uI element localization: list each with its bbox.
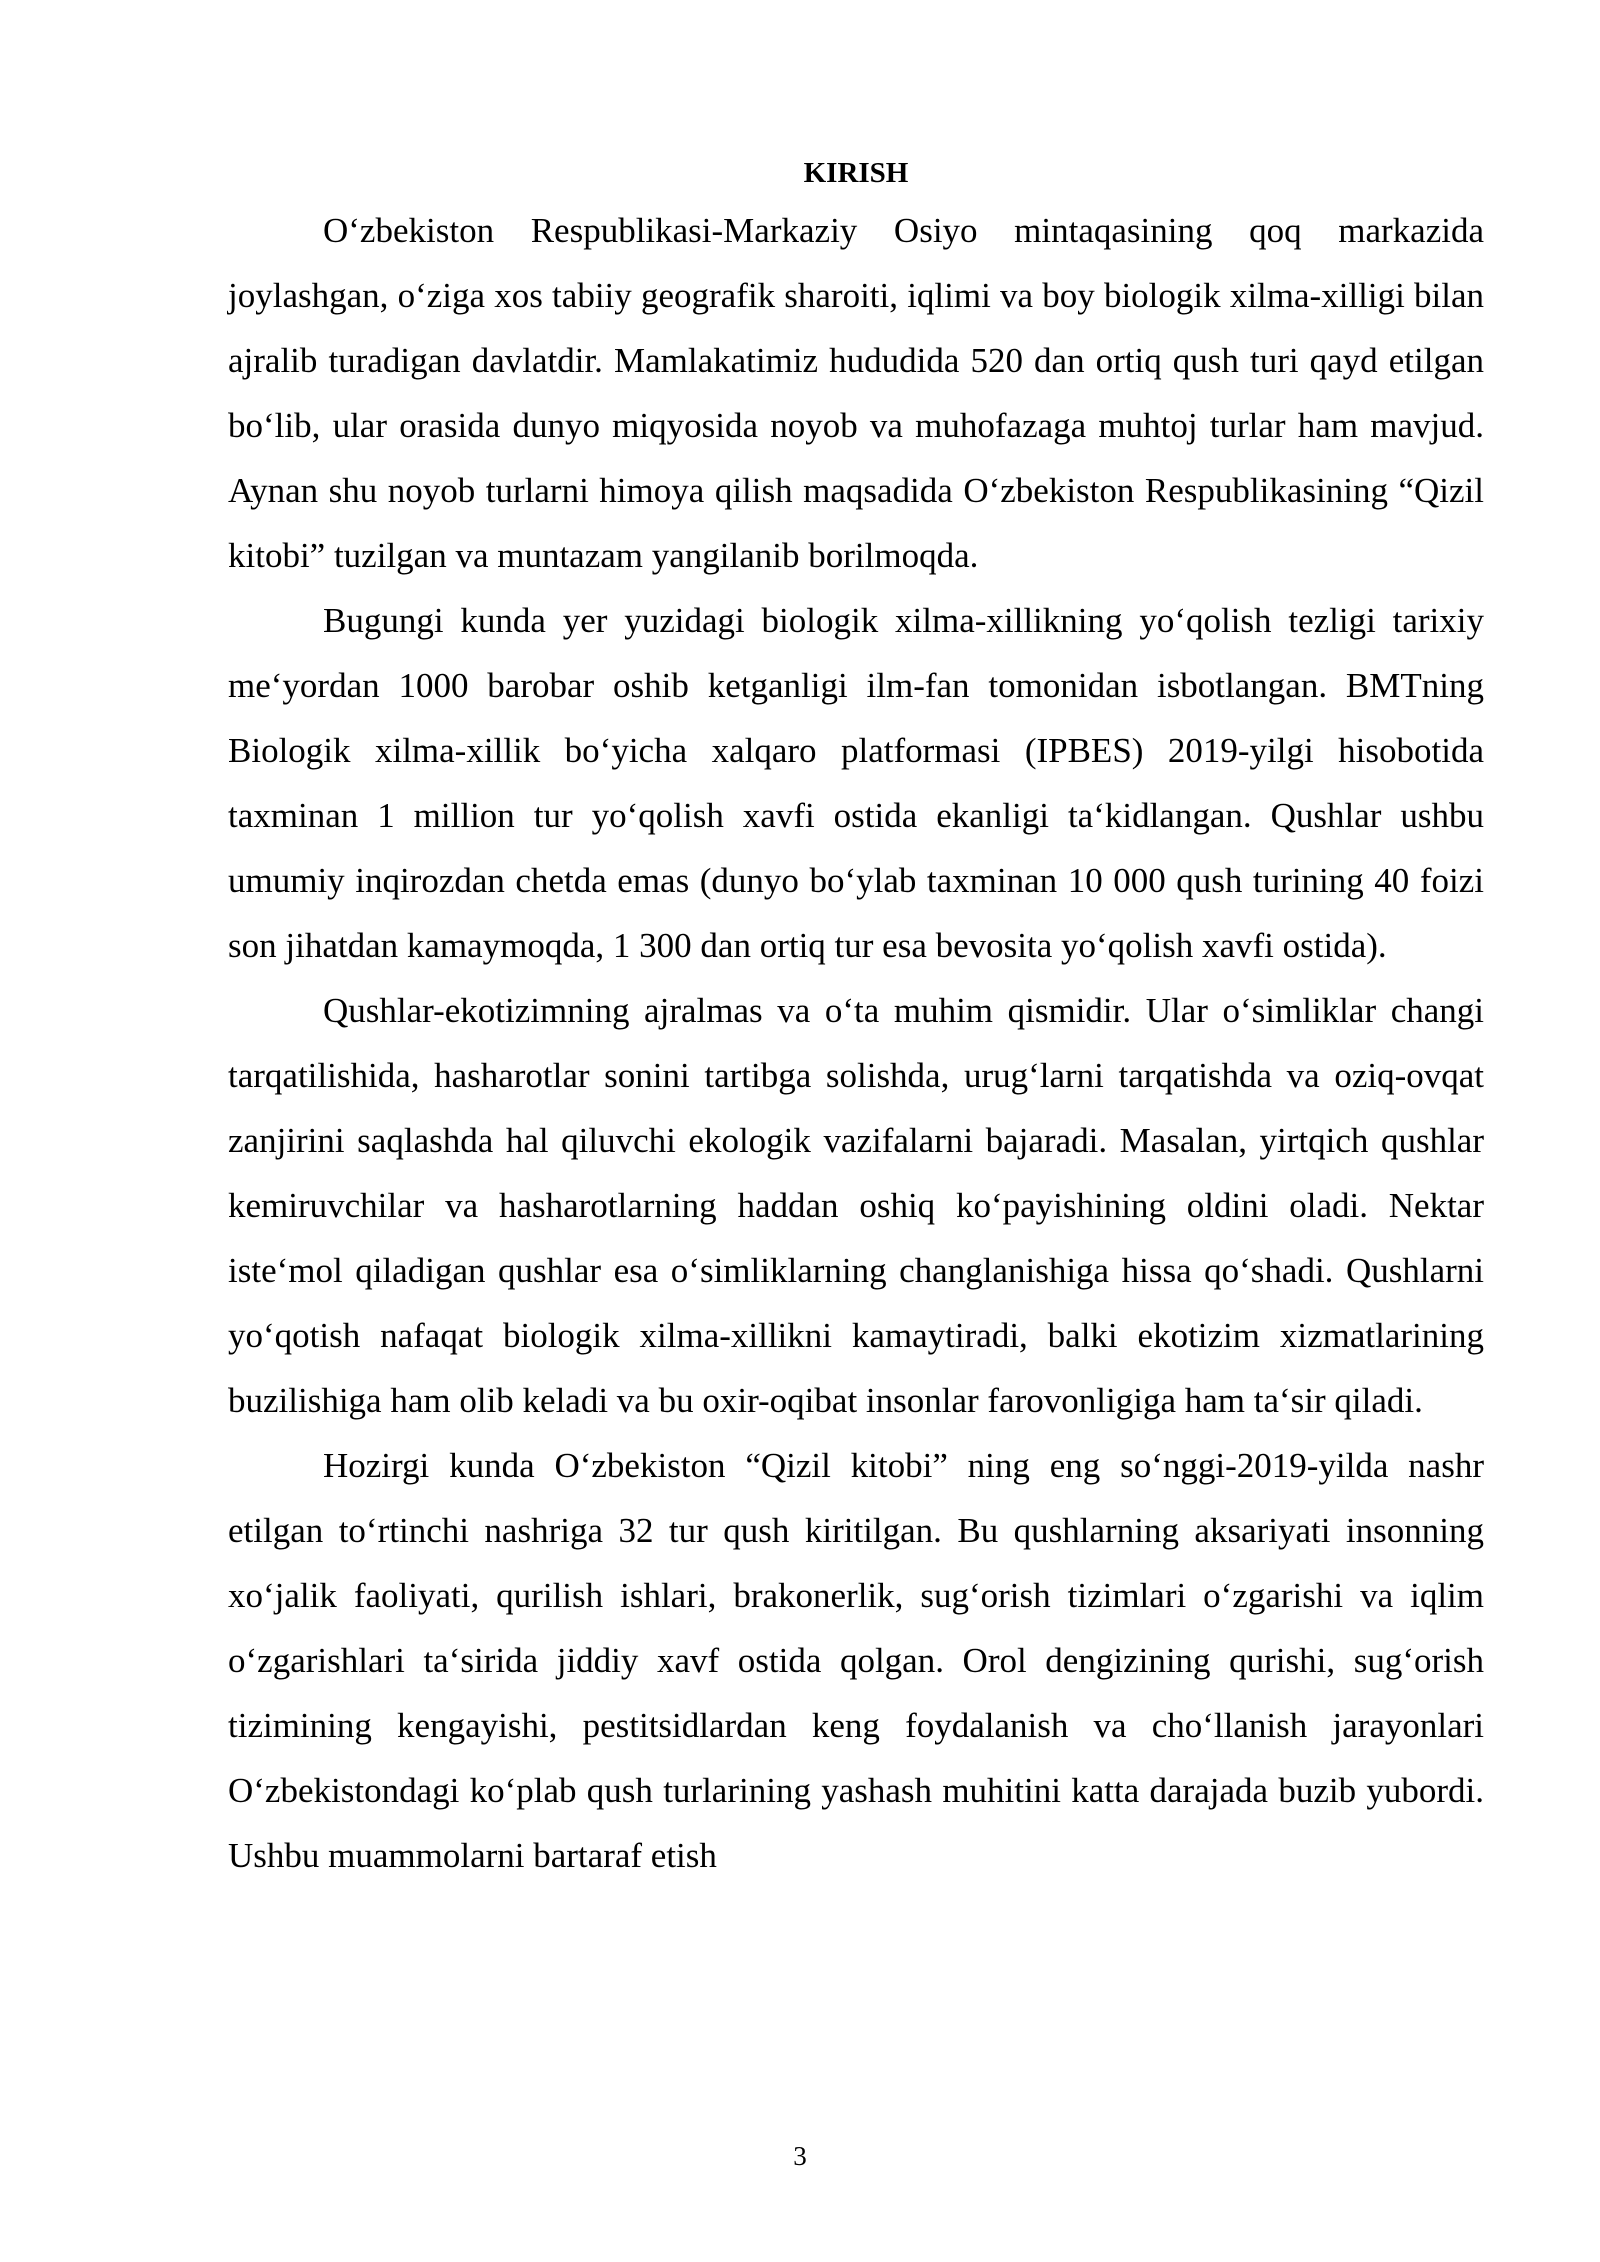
text-body xyxy=(228,148,1484,1888)
paragraph-4: Hozirgi kunda O‘zbekiston “Qizil kitobi” ning eng so‘nggi-2019-yilda nashr etilgan to‘rtinchi nashriga 32 tur qush kiritilgan. Bu qushlarning aksariyati insonning xo‘jalik faoliyati, qurilish ishlari, brakonerlik, sug‘orish tizimlari o‘zgarishi va iqlim o‘zgarishlari ta‘sirida jiddiy xavf ostida qolgan. Orol dengizining qurishi, sug‘orish tizimining kengayishi, pestitsidlardan keng foydalanish va cho‘llanish jarayonlari O‘zbekistondagi ko‘plab qush turlarining yashash muhitini katta darajada buzib yubordi. Ushbu muammolarni bartaraf etish xyxy=(228,1446,1484,1875)
paragraph-2: Bugungi kunda yer yuzidagi biologik xilma-xillikning yo‘qolish tezligi tarixiy me‘yordan 1000 barobar oshib ketganligi ilm-fan tomonidan isbotlangan. BMTning Biologik xilma-xillik bo‘yicha xalqaro platformasi (IPBES) 2019-yilgi hisobotida taxminan 1 million tur yo‘qolish xavfi ostida ekanligi ta‘kidlangan. Qushlar ushbu umumiy inqirozdan chetda emas (dunyo bo‘ylab taxminan 10 000 qush turining 40 foizi son jihatdan kamaymoqda, 1 300 dan ortiq tur esa bevosita yo‘qolish xavfi ostida). xyxy=(228,601,1484,965)
section-heading: KIRISH xyxy=(803,157,909,189)
page-number: 3 xyxy=(793,2141,807,2171)
paragraph-3: Qushlar-ekotizimning ajralmas va o‘ta muhim qismidir. Ular o‘simliklar changi tarqatilishida, hasharotlar sonini tartibga solishda, urug‘larni tarqatishda va oziq-ovqat zanjirini saqlashda hal qiluvchi ekologik vazifalarni bajaradi. Masalan, yirtqich qushlar kemiruvchilar va hasharotlarning haddan oshiq ko‘payishining oldini oladi. Nektar iste‘mol qiladigan qushlar esa o‘simliklarning changlanishiga hissa qo‘shadi. Qushlarni yo‘qotish nafaqat biologik xilma-xillikni kamaytiradi, balki ekotizim xizmatlarining buzilishiga ham olib keladi va bu oxir-oqibat insonlar farovonligiga ham ta‘sir qiladi. xyxy=(228,991,1484,1420)
paragraph-1: O‘zbekiston Respublikasi-Markaziy Osiyo mintaqasining qoq markazida joylashgan, o‘ziga xos tabiiy geografik sharoiti, iqlimi va boy biologik xilma-xilligi bilan ajralib turadigan davlatdir. Mamlakatimiz hududida 520 dan ortiq qush turi qayd etilgan bo‘lib, ular orasida dunyo miqyosida noyob va muhofazaga muhtoj turlar ham mavjud. Aynan shu noyob turlarni himoya qilish maqsadida O‘zbekiston Respublikasining “Qizil kitobi” tuzilgan va muntazam yangilanib borilmoqda. xyxy=(228,211,1484,575)
